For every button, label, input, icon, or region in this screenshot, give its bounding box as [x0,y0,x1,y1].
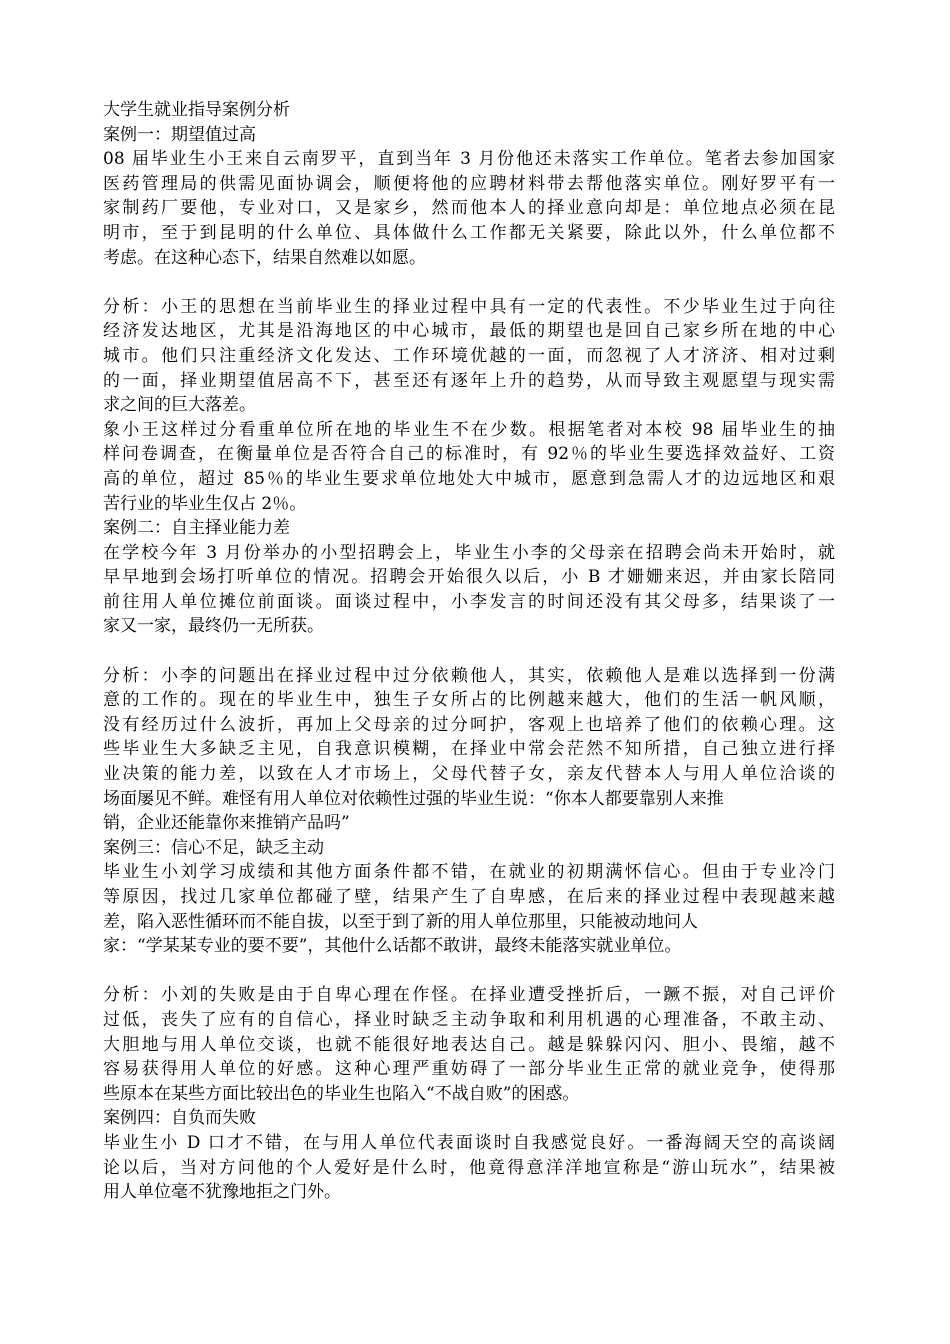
case-1-story-line: 考虑。在这种心态下，结果自然难以如愿。 [103,247,426,268]
case-1-analysis-line: 的一面，择业期望值居高不下，甚至还有逐年上升的趋势，从而导致主观愿望与现实需 [103,370,835,391]
case-4-heading: 案例四：自负而失败 [103,1108,256,1129]
case-3-analysis-line: 些原本在某些方面比较出色的毕业生也陷入“不战自败”的困惑。 [103,1083,580,1104]
document-title: 大学生就业指导案例分析 [103,100,290,120]
case-2-analysis-line: 销，企业还能靠你来推销产品吗” [103,813,350,834]
case-1-analysis-line: 经济发达地区，尤其是沿海地区的中心城市，最低的期望也是回自己家乡所在地的中心 [103,321,835,342]
case-1-survey-line: 高的单位，超过 85％的毕业生要求单位地处大中城市，愿意到急需人才的边远地区和艰 [103,468,835,489]
paragraph-gap [103,270,835,295]
case-2-analysis-line: 场面屡见不鲜。难怪有用人单位对依赖性过强的毕业生说：“你本人都要靠别人来推 [103,788,724,809]
document-page [103,98,835,1205]
case-2-heading: 案例二：自主择业能力差 [103,518,290,539]
case-1-survey-line: 苦行业的毕业生仅占 2％。 [103,493,307,514]
case-3-analysis-line: 过低，丧失了应有的自信心，择业时缺乏主动争取和利用机遇的心理准备，不敢主动、 [103,1009,835,1030]
case-2-analysis-line: 意的工作的。现在的毕业生中，独生子女所占的比例越来越大，他们的生活一帆风顺， [103,690,835,711]
case-3-analysis-line: 大胆地与用人单位交谈，也就不能很好地表达自己。越是躲躲闪闪、胆小、畏缩，越不 [103,1034,835,1055]
case-1-analysis-line: 求之间的巨大落差。 [103,395,256,416]
case-1-story-line: 医药管理局的供需见面协调会，顺便将他的应聘材料带去帮他落实单位。刚好罗平有一 [103,173,835,194]
case-1-story-line: 明市，至于到昆明的什么单位、具体做什么工作都无关紧要，除此以外，什么单位都不 [103,222,835,243]
case-2-story-line: 家又一家，最终仍一无所获。 [103,616,324,637]
case-2-analysis-line: 业决策的能力差，以致在人才市场上，父母代替子女，亲友代替本人与用人单位洽谈的 [103,764,835,785]
case-3-story-line: 差，陷入恶性循环而不能自拔，以至于到了新的用人单位那里，只能被动地问人 [103,911,698,932]
paragraph-gap [103,639,835,664]
paragraph-gap [103,959,835,984]
case-2-story-line: 前往用人单位摊位前面谈。面谈过程中，小李发言的时间还没有其父母多，结果谈了一 [103,591,835,612]
case-2-analysis-line: 些毕业生大多缺乏主见，自我意识模糊，在择业中常会茫然不知所措，自己独立进行择 [103,739,835,760]
case-2-story-line: 在学校今年 3 月份举办的小型招聘会上，毕业生小李的父母亲在招聘会尚未开始时，就 [103,542,835,563]
case-1-survey-line: 样问卷调查，在衡量单位是否符合自己的标准时，有 92％的毕业生要选择效益好、工资 [103,444,835,465]
case-1-analysis-line: 分析：小王的思想在当前毕业生的择业过程中具有一定的代表性。不少毕业生过于向往 [103,296,835,317]
case-3-analysis-line: 容易获得用人单位的好感。这种心理严重妨碍了一部分毕业生正常的就业竞争，使得那 [103,1059,835,1080]
case-3-story-line: 毕业生小刘学习成绩和其他方面条件都不错，在就业的初期满怀信心。但由于专业冷门 [103,862,835,883]
case-3-story-line: 等原因，找过几家单位都碰了壁，结果产生了自卑感，在后来的择业过程中表现越来越 [103,887,835,907]
case-4-story-line: 用人单位毫不犹豫地拒之门外。 [103,1182,341,1203]
case-2-story-line: 早早地到会场打听单位的情况。招聘会开始很久以后，小 B 才姗姗来迟，并由家长陪同 [103,567,835,588]
case-2-analysis-line: 分析：小李的问题出在择业过程中过分依赖他人，其实，依赖他人是难以选择到一份满 [103,665,835,686]
case-1-survey-line: 象小王这样过分看重单位所在地的毕业生不在少数。根据笔者对本校 98 届毕业生的抽 [103,419,835,440]
case-1-story-line: 08 届毕业生小王来自云南罗平，直到当年 3 月份他还未落实工作单位。笔者去参加国家 [103,149,835,170]
case-1-story-line: 家制药厂要他，专业对口，又是家乡，然而他本人的择业意向却是：单位地点必须在昆 [103,198,835,219]
case-1-heading: 案例一：期望值过高 [103,124,256,145]
case-1-analysis-line: 城市。他们只注重经济文化发达、工作环境优越的一面，而忽视了人才济济、相对过剩 [103,345,835,366]
case-4-story-line: 毕业生小 D 口才不错，在与用人单位代表面谈时自我感觉良好。一番海阔天空的高谈阔 [103,1132,835,1153]
case-4-story-line: 论以后，当对方问他的个人爱好是什么时，他竟得意洋洋地宣称是“游山玩水”，结果被 [103,1157,835,1178]
case-3-story-line: 家：“学某某专业的要不要”，其他什么话都不敢讲，最终未能落实就业单位。 [103,936,682,957]
case-2-analysis-line: 没有经历过什么波折，再加上父母亲的过分呵护，客观上也培养了他们的依赖心理。这 [103,714,835,735]
case-3-analysis-line: 分析：小刘的失败是由于自卑心理在作怪。在择业遭受挫折后，一蹶不振，对自己评价 [103,985,835,1006]
case-3-heading: 案例三：信心不足，缺乏主动 [103,837,324,858]
